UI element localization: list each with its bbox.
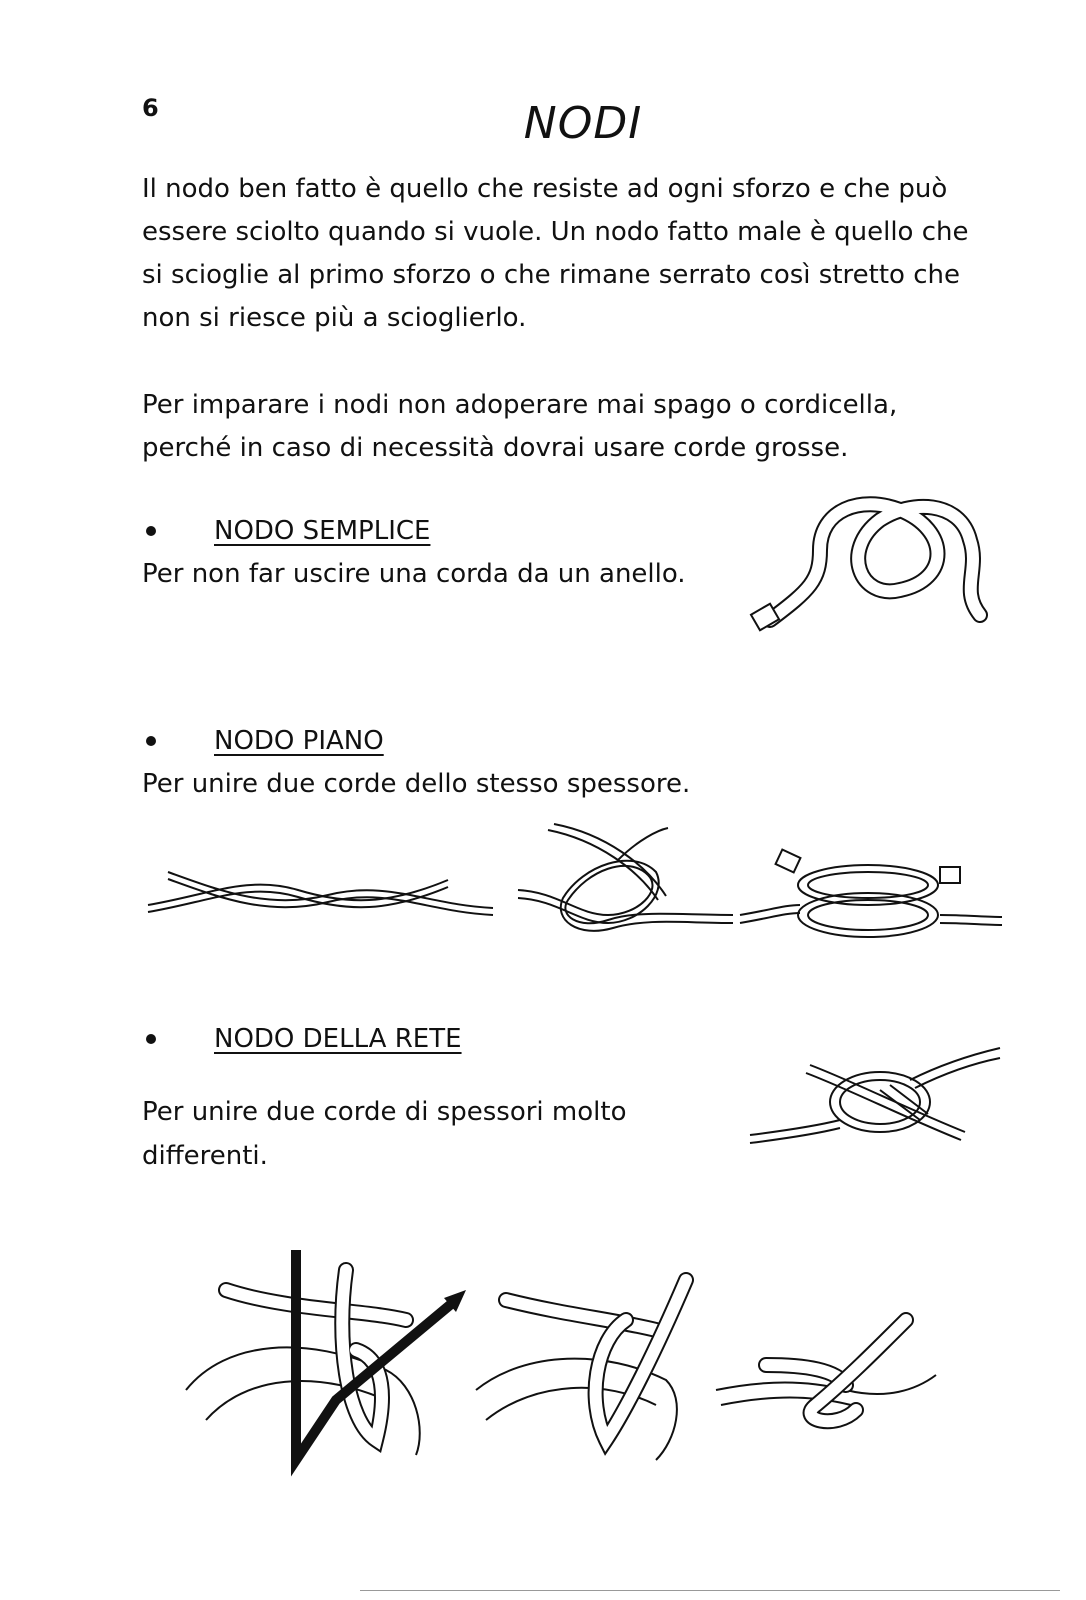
section-heading-text: NODO PIANO [214, 726, 384, 756]
section-heading-nodo-della-rete [142, 1022, 462, 1056]
page-number: 6 [142, 94, 159, 122]
nodo-della-rete-steps-illustration [186, 1240, 946, 1490]
section-heading-nodo-piano [142, 724, 384, 758]
page-title: NODI [523, 98, 643, 149]
nodo-della-rete-small-illustration [750, 1040, 1000, 1170]
section-heading-nodo-semplice [142, 514, 430, 548]
nodo-piano-step-1-illustration [148, 860, 498, 930]
bottom-rule [360, 1590, 1060, 1591]
nodo-semplice-illustration [750, 490, 1000, 650]
section-description-nodo-della-rete: Per unire due corde di spessori molto differenti. [142, 1097, 627, 1171]
section-description-nodo-piano: Per unire due corde dello stesso spessore. [142, 769, 691, 799]
intro-paragraph: Il nodo ben fatto è quello che resiste ad ogni sforzo e che può essere sciolto quando si vuole. Un nodo fatto male è quello che si scioglie al primo sforzo o che rimane serrato così stretto che non si riesce più a scioglierlo. [142, 174, 969, 333]
nodo-piano-step-3-illustration [740, 845, 1002, 955]
section-heading-text: NODO DELLA RETE [214, 1024, 462, 1054]
bullet-icon [146, 1034, 156, 1044]
section-description-nodo-semplice: Per non far uscire una corda da un anello. [142, 559, 686, 589]
nodo-piano-step-2-illustration [518, 820, 733, 950]
bullet-icon [146, 526, 156, 536]
tip-paragraph: Per imparare i nodi non adoperare mai spago o cordicella, perché in caso di necessità dovrai usare corde grosse. [142, 390, 898, 463]
section-heading-text: NODO SEMPLICE [214, 516, 431, 546]
bullet-icon [146, 736, 156, 746]
